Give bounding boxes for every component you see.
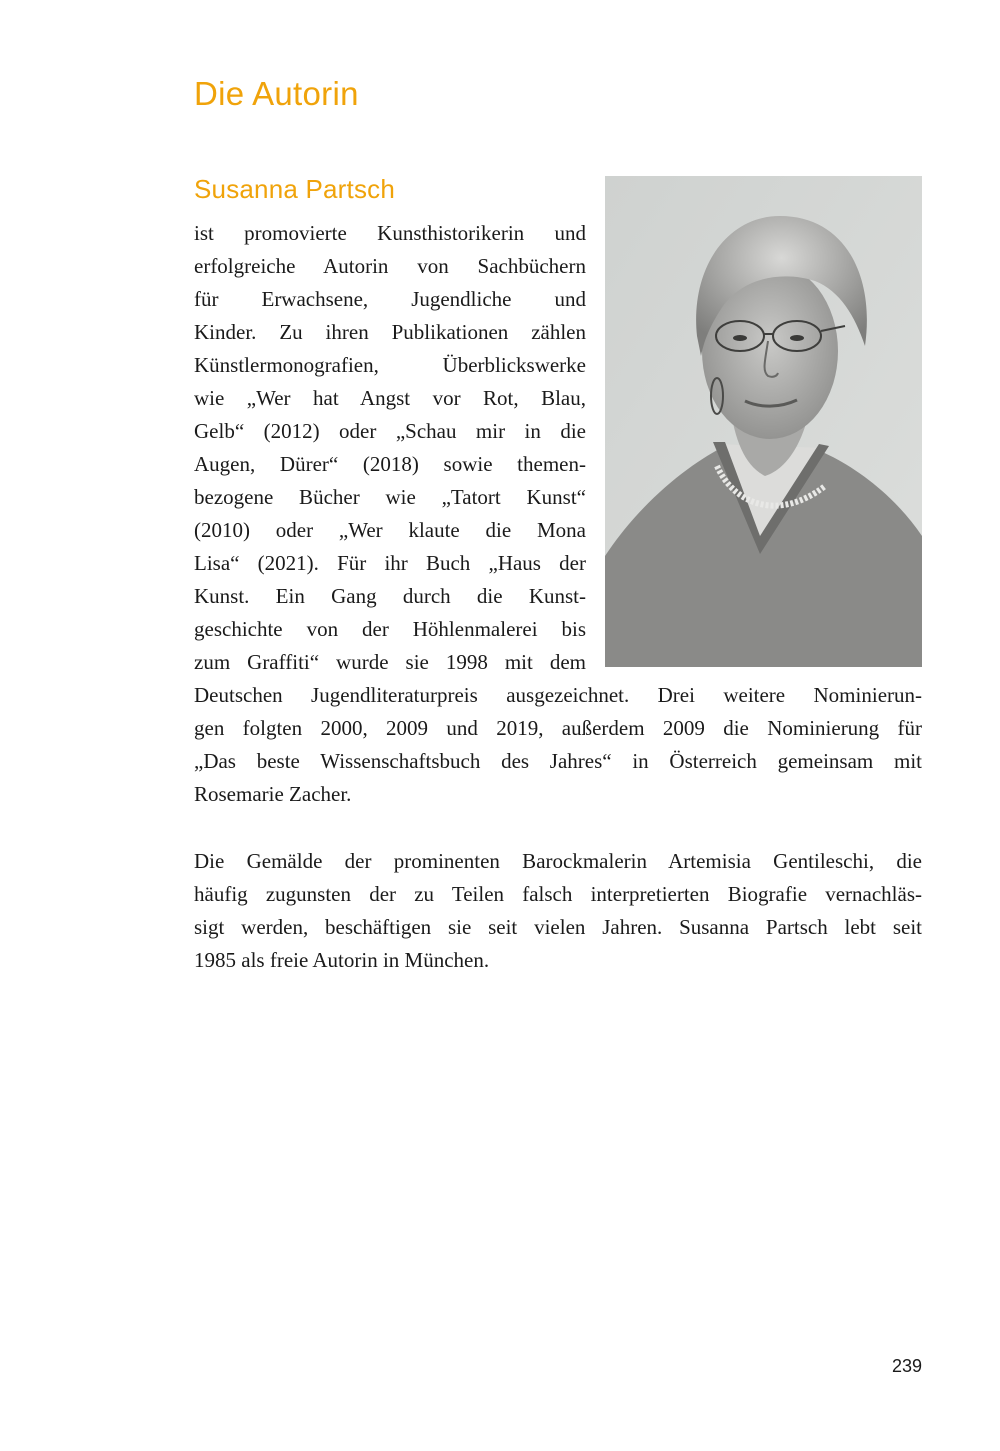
bio-intro: [194, 217, 586, 679]
author-name: Susanna Partsch: [194, 174, 396, 204]
bio-line: Kunst. Ein Gang durch die Kunst-: [194, 584, 586, 608]
author-photo: [605, 176, 922, 667]
bio-line: wie „Wer hat Angst vor Rot, Blau,: [194, 386, 586, 410]
bio-paragraph-2: [194, 845, 922, 977]
bio-line: Gelb“ (2012) oder „Schau mir in die: [194, 419, 586, 443]
bio-line: Rosemarie Zacher.: [194, 782, 352, 806]
bio-line: Augen, Dürer“ (2018) sowie themen-: [194, 452, 586, 476]
bio-line: sigt werden, beschäftigen sie seit vielen Jahren. Susanna Partsch lebt seit: [194, 915, 922, 939]
bio-line: Lisa“ (2021). Für ihr Buch „Haus der: [194, 551, 586, 575]
bio-line: zum Graffiti“ wurde sie 1998 mit dem: [194, 650, 586, 674]
section-title: Die Autorin: [194, 75, 359, 112]
bio-line: gen folgten 2000, 2009 und 2019, außerdem 2009 die Nominierung für: [194, 716, 922, 740]
bio-line: (2010) oder „Wer klaute die Mona: [194, 518, 586, 542]
page-number: 239: [891, 1356, 922, 1376]
bio-line: Die Gemälde der prominenten Barockmalerin Artemisia Gentileschi, die: [194, 849, 922, 873]
bio-line: geschichte von der Höhlenmalerei bis: [194, 617, 586, 641]
bio-line: bezogene Bücher wie „Tatort Kunst“: [194, 485, 586, 509]
bio-line: 1985 als freie Autorin in München.: [194, 948, 490, 972]
bio-line: ist promovierte Kunsthistorikerin und: [194, 221, 586, 245]
bio-line: für Erwachsene, Jugendliche und: [194, 287, 586, 311]
bio-line: Deutschen Jugendliteraturpreis ausgezeichnet. Drei weitere Nominierun-: [194, 683, 922, 707]
bio-line: „Das beste Wissenschaftsbuch des Jahres“ in Österreich gemeinsam mit: [194, 749, 922, 773]
bio-line: Kinder. Zu ihren Publikationen zählen: [194, 320, 586, 344]
bio-line: häufig zugunsten der zu Teilen falsch interpretierten Biografie vernachläs-: [194, 882, 922, 906]
bio-line: erfolgreiche Autorin von Sachbüchern: [194, 254, 586, 278]
author-portrait-image: [605, 176, 922, 667]
bio-line: Künstlermonografien, Überblickswerke: [194, 353, 586, 377]
bio-continued: [194, 679, 922, 811]
